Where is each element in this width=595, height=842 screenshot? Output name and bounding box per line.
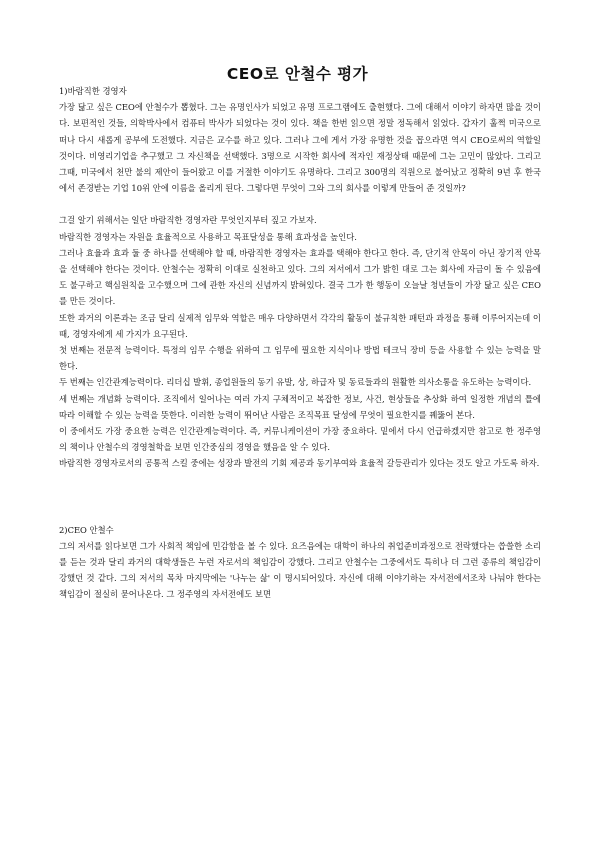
- section-1-line: 바람직한 경영자로서의 공통적 스킬 중에는 성장과 발전의 기회 제공과 동기부여와 효율적 갈등관리가 있다는 것도 알고 가도록 하자.: [59, 458, 540, 469]
- section-1-line: 또한 과거의 이론과는 조금 달리 실제적 임무와 역할은 매우 다양하면서 각각의 활동이 불규칙한 패턴과 과정을 통해 이루어지는데 이때, 경영자에게 세 가지가 요구된다.: [59, 312, 541, 339]
- section-spacer: [59, 472, 541, 522]
- section-1-line: 두 번째는 인간관계능력이다. 리더십 발휘, 종업원들의 동기 유발, 상, 하급자 및 동료들과의 원활한 의사소통을 유도하는 능력이다.: [59, 377, 532, 388]
- section-1-paragraph: 가장 닮고 싶은 CEO에 안철수가 뽑혔다. 그는 유명인사가 되었고 유명 프로그램에도 출현했다. 그에 대해서 이야기 하자면 많을 것이다. 보편적인 것들, 의학박사에서 컴퓨터 박사가 되었다는 것이 있다. 책을 한번 읽으면 정말 정독해서 읽었다. 갑자기 훌쩍 미국으로 떠나 다시 새롭게 공부에 도전했다. 지금은 교수를 하고 있다. 그러나 그에 게서 가장 유명한 것을 꼽으라면 역시 CEO로써의 역할일 것이다. 비영리기업을 추구했고 그 자신책을 선택했다. 3명으로 시작한 회사에 적자인 재정상태 때문에 그는 고민이 많았다. 그리고 그때, 미국에서 천만 불의 제안이 들어왔고 이를 거절한 이야기도 유명하다. 그리고 300명의 직원으로 불어났고 정확히 9년 후 한국에서 존경받는 기업 10위 안에 이름을 올리게 된다. 그렇다면 무엇이 그와 그의 회사를 이렇게 만들어 준 것일까?: [59, 102, 541, 194]
- section-1-line: 그걸 알기 위해서는 일단 바람직한 경영자란 무엇인지부터 짚고 가보자.: [59, 215, 317, 226]
- section-1-line: 세 번째는 개념화 능력이다. 조직에서 일어나는 여러 가지 구체적이고 복잡한 정보, 사건, 현상들을 추상화 하여 일정한 개념의 틀에 따라 이해할 수 있는 능력을 뜻한다. 이러한 능력이 뛰어난 사람은 조직목표 달성에 무엇이 필요한지를 꿰뚫어 본다.: [59, 393, 541, 420]
- section-1-line: 이 중에서도 가장 중요한 능력은 인간관계능력이다. 즉, 커뮤니케이션이 가장 중요하다. 밑에서 다시 언급하겠지만 참고로 한 정주영의 책이나 안철수의 경영철학을 보면 인간중심의 경영을 했음을 알 수 있다.: [59, 426, 541, 453]
- section-2-paragraph: 그의 저서를 읽다보면 그가 사회적 책임에 민감함을 볼 수 있다. 요즈음에는 대학이 하나의 취업준비과정으로 전락했다는 씁쓸한 소리를 듣는 것과 달리 과거의 대학생들은 누런 자로서의 책임감이 강했다. 그리고 안철수는 그중에서도 특히나 더 그런 종류의 책임감이 강했던 것 같다. 그의 저서의 목차 마지막에는 '나누는 삶' 이 명시되어있다. 자신에 대해 이야기하는 자서전에서조차 나눠야 한다는 책임감이 절실히 묻어나온다. 그 정주영의 자서전에도 보면: [59, 540, 541, 600]
- section-1-heading: 1)바람직한 경영자: [59, 86, 127, 96]
- section-1-line: 첫 번째는 전문적 능력이다. 특정의 임무 수행을 위하여 그 임무에 필요한 지식이나 방법 테크닉 장비 등을 사용할 수 있는 능력을 말한다.: [59, 345, 541, 372]
- section-1-line: 바람직한 경영자는 자원을 효율적으로 사용하고 목표달성을 통해 효과성을 높인다.: [59, 231, 357, 242]
- section-2-heading: 2)CEO 안철수: [59, 524, 114, 535]
- section-1-line: 그러나 효율과 효과 둘 중 하나를 선택해야 할 때, 바람직한 경영자는 효과를 택해야 한다고 한다. 즉, 단기적 안목이 아닌 장기적 안목을 선택해야 한다는 것이다. 안철수는 정확히 이대로 실천하고 있다. 그의 저서에서 그가 밝힌 대로 그는 회사에 자금이 돌 수 있음에도 불구하고 핵심원칙을 고수했으며 그에 관한 자신의 신념까지 밝혀있다. 결국 그가 한 행동이 오늘날 청년들이 가장 닮고 싶은 CEO를 만든 것이다.: [59, 247, 541, 307]
- document-title: CEO로 안철수 평가: [226, 65, 369, 83]
- document-body: [59, 83, 541, 603]
- paragraph-spacer: [59, 196, 541, 212]
